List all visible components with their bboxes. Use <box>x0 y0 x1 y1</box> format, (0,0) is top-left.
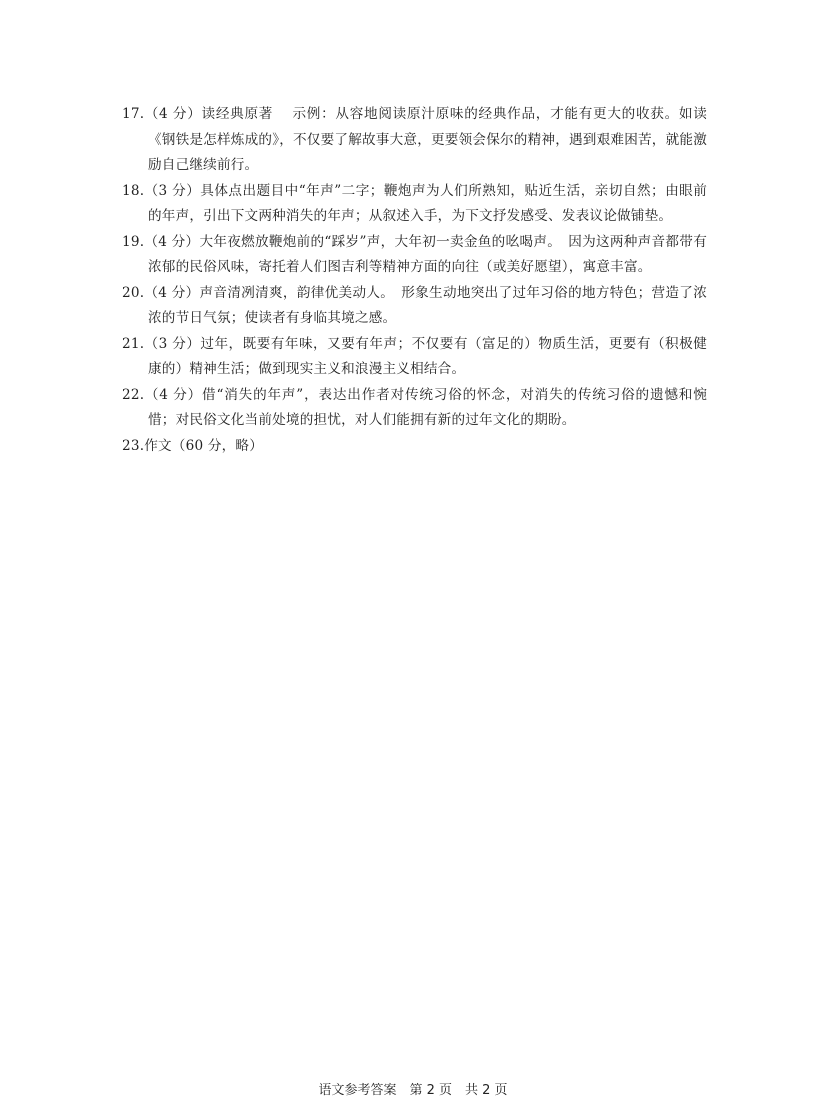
answer-item-22 <box>122 383 707 434</box>
page-footer: 语文参考答案 第 2 页 共 2 页 <box>318 1083 508 1098</box>
answer-item-21 <box>122 332 707 383</box>
answer-number: 18. <box>122 182 145 199</box>
answer-number: 20. <box>122 284 145 301</box>
answer-item-23 <box>122 434 707 460</box>
answer-text: （4 分）声音清冽清爽，韵律优美动人。 形象生动地突出了过年习俗的地方特色；营造了浓浓的节日气氛；使读者有身临其境之感。 <box>144 284 707 326</box>
answer-text: （3 分）具体点出题目中“年声”二字；鞭炮声为人们所熟知，贴近生活，亲切自然；由眼前的年声，引出下文两种消失的年声；从叙述入手，为下文抒发感受、发表议论做铺垫。 <box>144 182 707 224</box>
answer-item-17 <box>122 102 707 179</box>
answer-text: （4 分）大年夜燃放鞭炮前的“踩岁”声，大年初一卖金鱼的吆喝声。 因为这两种声音都带有浓郁的民俗风味，寄托着人们图吉利等精神方面的向往（或美好愿望），寓意丰富。 <box>144 233 707 275</box>
answer-number: 23. <box>122 437 145 454</box>
answer-number: 17. <box>122 106 145 122</box>
answer-number: 19. <box>122 233 145 250</box>
answer-item-19 <box>122 230 707 281</box>
answer-list <box>122 102 707 459</box>
answer-text: 作文（60 分，略） <box>144 437 263 454</box>
answer-item-20 <box>122 281 707 332</box>
answer-text: （4 分）读经典原著 示例：从容地阅读原汁原味的经典作品，才能有更大的收获。如读《钢铁是怎样炼成的》，不仅要了解故事大意，更要领会保尔的精神，遇到艰难困苦，就能激励自己继续前行。 <box>144 106 707 173</box>
answer-number: 21. <box>122 335 145 352</box>
answer-text: （3 分）过年，既要有年味，又要有年声；不仅要有（富足的）物质生活，更要有（积极健康的）精神生活；做到现实主义和浪漫主义相结合。 <box>144 335 707 377</box>
answer-text: （4 分）借“消失的年声”，表达出作者对传统习俗的怀念，对消失的传统习俗的遗憾和惋惜；对民俗文化当前处境的担忧，对人们能拥有新的过年文化的期盼。 <box>144 386 707 428</box>
answer-item-18 <box>122 179 707 230</box>
answer-number: 22. <box>122 386 145 403</box>
